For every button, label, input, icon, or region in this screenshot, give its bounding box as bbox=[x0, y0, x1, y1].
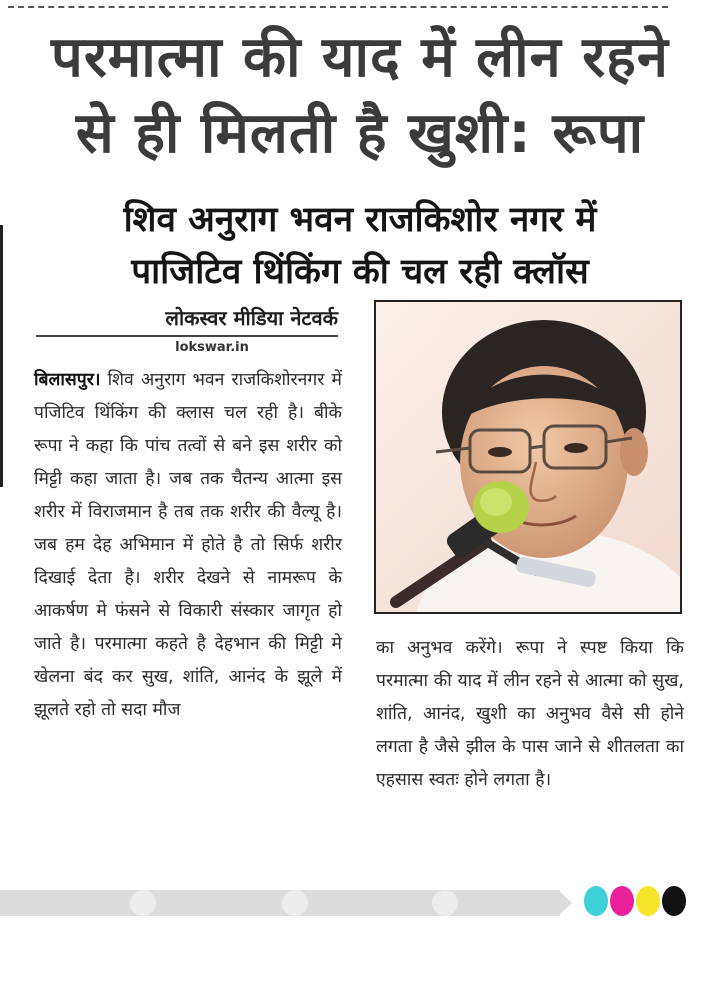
headline-line-2: से ही मिलती है खुशी: रूपा bbox=[75, 101, 645, 166]
byline: लोकस्वर मीडिया नेटवर्क bbox=[36, 304, 338, 337]
dateline: बिलासपुर। bbox=[34, 370, 101, 390]
speaker-photo-illustration bbox=[376, 302, 680, 612]
subhead-line-1: शिव अनुराग भवन राजकिशोर नगर में bbox=[123, 200, 597, 240]
body-text-left: शिव अनुराग भवन राजकिशोरनगर में पजिटिव थिंकिंग की क्लास चल रही है। बीके रूपा ने कहा कि पांच तत्वों से बने इस शरीर को मिट्टी कहा जाता है। जब तक चैतन्य आत्मा इस शरीर में विराजमान है तब तक शरीर की वैल्यू है। जब हम देह अभिमान में होते है तो सिर्फ शरीर दिखाई देता है। शरीर देखने से नामरूप के आकर्षण मे फंसने से विकारी संस्कार जागृत हो जाते है। परमात्मा कहते है देहभान की मिट्टी मे खेलना बंद कर सुख, शांति, आनंद के झूले में झूलते रहो तो सदा मौज bbox=[34, 370, 342, 720]
band-circle-1 bbox=[130, 890, 156, 916]
registration-dot-cyan bbox=[584, 886, 608, 916]
headline-line-1: परमात्मा की याद में लीन रहने bbox=[51, 25, 669, 90]
registration-dot-magenta bbox=[610, 886, 634, 916]
subhead-line-2: पाजिटिव थिंकिंग की चल रही क्लॉस bbox=[131, 252, 589, 292]
band-circle-2 bbox=[282, 890, 308, 916]
band-circle-3 bbox=[432, 890, 458, 916]
speaker-photo bbox=[374, 300, 682, 614]
band-arrow-tip bbox=[558, 890, 572, 916]
registration-dot-black bbox=[662, 886, 686, 916]
top-dashed-rule bbox=[8, 6, 668, 8]
registration-dot-yellow bbox=[636, 886, 660, 916]
body-column-right: का अनुभव करेंगे। रूपा ने स्पष्ट किया कि परमात्मा की याद में लीन रहने से आत्मा को सुख, शांति, आनंद, खुशी का अनुभव वैसे सी होने लगता है जैसे झील के पास जाने से शीतलता का एहसास स्वतः होने लगता है। bbox=[376, 638, 684, 790]
subheadline bbox=[30, 194, 690, 298]
printer-registration-band bbox=[0, 890, 560, 916]
headline bbox=[20, 20, 700, 172]
body-column-left bbox=[34, 364, 342, 727]
left-edge-bar bbox=[0, 225, 3, 487]
site-url: lokswar.in bbox=[175, 340, 249, 355]
